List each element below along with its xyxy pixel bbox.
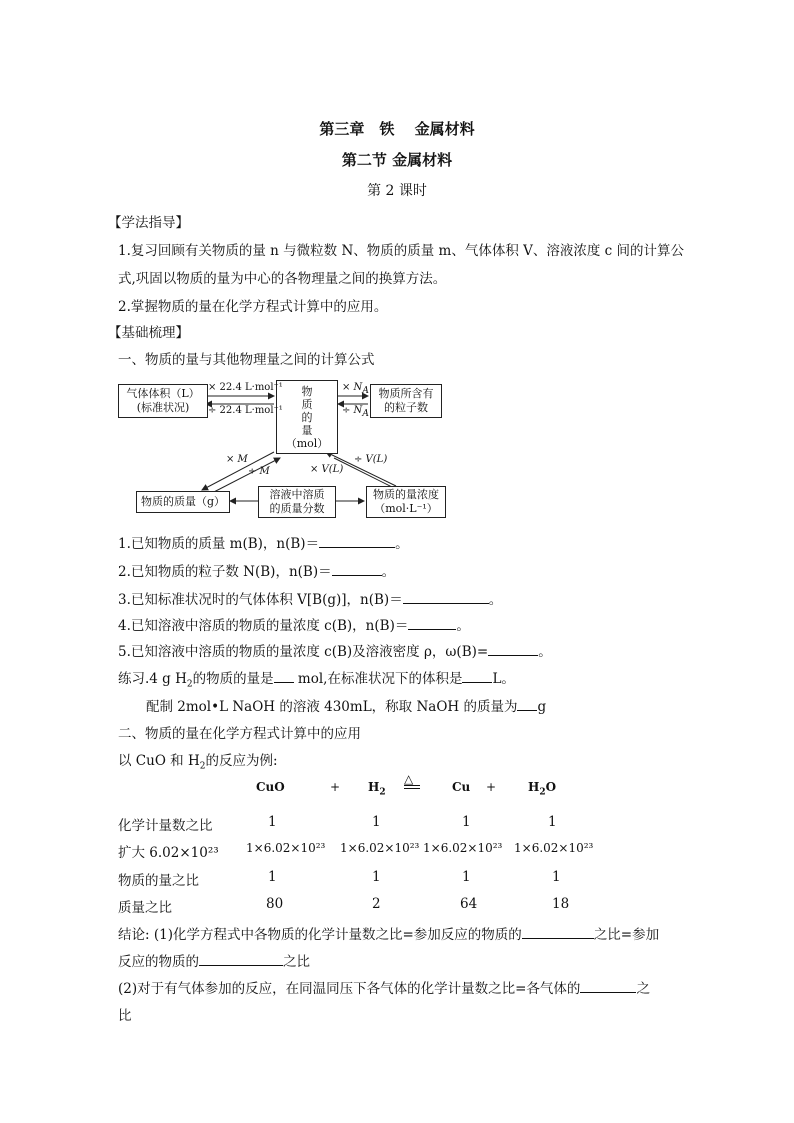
center-label-4: 量 (301, 423, 313, 437)
divide-na-label: ÷ $N_A$ (342, 405, 369, 419)
conclusion-1-line2: 反应的物质的 之比 (118, 954, 310, 970)
conversion-diagram (118, 378, 448, 520)
exercise-blank-mol[interactable] (274, 670, 294, 683)
eq-h2: $H_2$ (368, 780, 386, 798)
eq-cuo: CuO (256, 780, 285, 794)
question-3: 3.已知标准状况时的气体体积 V[B(g)]，n(B)＝ 。 (118, 592, 503, 608)
question-2: 2.已知物质的粒子数 N(B)，n(B)＝ 。 (118, 564, 396, 580)
conclusion-2-line1: (2)对于有气体参加的反应，在同温同压下各气体的化学计量数之比=各气体的 之 (118, 981, 650, 997)
conclusion-1-line1: 结论: (1)化学方程式中各物质的化学计量数之比=参加反应的物质的 之比=参加 (118, 927, 660, 943)
conclusion-2-line2: 比 (118, 1008, 132, 1024)
answer-blank-1[interactable] (319, 535, 395, 548)
eq-delta: △ (404, 772, 420, 789)
ratio-row-0: 化学计量数之比 1 1 1 1 (118, 814, 557, 834)
exercise-2: 配制 2mol•L NaOH 的溶液 430mL，称取 NaOH 的质量为 g (146, 699, 547, 715)
answer-blank-5[interactable] (488, 643, 538, 656)
eq-plus-1: + (330, 780, 341, 794)
mass-box (136, 491, 230, 513)
divide-vm-label: ÷ 22.4 L·mol⁻¹ (208, 405, 283, 416)
particle-count-box (370, 384, 442, 418)
particle-label-2: 的粒子数 (384, 401, 428, 414)
lesson-title: 第 2 课时 (367, 183, 427, 199)
exercise-blank-mass[interactable] (517, 698, 537, 711)
ratio-row-1: 扩大 6.02×10²³ 1×6.02×10²³ 1×6.02×10²³ 1×6.02×10²³ 1×6.02×10²³ (118, 841, 594, 861)
conclusion-blank-2[interactable] (199, 953, 283, 966)
divide-v-label: ÷ V(L) (354, 454, 388, 465)
basics-header: 【基础梳理】 (108, 325, 189, 341)
exercise-1: 练习.4 g $H_2$的物质的量是 mol,在标准状况下的体积是 L。 (118, 671, 515, 690)
answer-blank-4[interactable] (408, 617, 456, 630)
eq-plus-2: + (486, 780, 497, 794)
divide-m-label: ÷ M (248, 466, 270, 477)
gas-volume-sublabel: (标准状况) (136, 401, 190, 414)
guide-header: 【学法指导】 (108, 215, 189, 231)
part2-title: 二、物质的量在化学方程式计算中的应用 (118, 726, 361, 742)
conc-label-2: （mol·L⁻¹） (374, 502, 438, 515)
ratio-row-2: 物质的量之比 1 1 1 1 (118, 869, 561, 889)
part1-title: 一、物质的量与其他物理量之间的计算公式 (118, 352, 375, 368)
question-1: 1.已知物质的质量 m(B)，n(B)＝ 。 (118, 536, 409, 552)
center-label-3: 的 (301, 410, 313, 424)
times-vm-label: × 22.4 L·mol⁻¹ (208, 382, 283, 393)
mass-fraction-box (258, 486, 336, 518)
gas-volume-box (118, 384, 208, 418)
times-v-label: × V(L) (310, 464, 344, 475)
times-na-label: × $N_A$ (342, 382, 369, 396)
molar-concentration-box (366, 486, 446, 518)
eq-cu: Cu (452, 780, 471, 794)
reaction-equation (0, 772, 794, 800)
question-4: 4.已知溶液中溶质的物质的量浓度 c(B)，n(B)＝ 。 (118, 618, 470, 634)
conclusion-blank-3[interactable] (580, 980, 636, 993)
center-label-1: 物 (301, 384, 313, 398)
particle-label-1: 物质所含有 (378, 387, 434, 400)
times-m-label: × M (226, 454, 248, 465)
guide-p2: 2.掌握物质的量在化学方程式计算中的应用。 (118, 299, 388, 315)
part2-intro: 以 CuO 和 $H_2$的反应为例: (118, 753, 278, 772)
gas-volume-label: 气体体积（L） (126, 387, 200, 400)
answer-blank-3[interactable] (403, 591, 489, 604)
section-title: 第二节 金属材料 (341, 151, 453, 169)
answer-blank-2[interactable] (332, 563, 382, 576)
guide-p1-line1: 1.复习回顾有关物质的量 n 与微粒数 N、物质的质量 m、气体体积 V、溶液浓度 c 间的计算公 (118, 243, 685, 259)
fraction-label-2: 的质量分数 (269, 502, 325, 515)
amount-of-substance-box (276, 380, 338, 454)
question-5: 5.已知溶液中溶质的物质的量浓度 c(B)及溶液密度 ρ，ω(B)= 。 (118, 644, 552, 660)
eq-h2o: $H_2O$ (528, 780, 557, 798)
chapter-title: 第三章 铁 金属材料 (319, 120, 475, 138)
exercise-blank-volume[interactable] (462, 670, 492, 683)
center-label-5: （mol） (285, 436, 329, 450)
guide-p1-line2: 式,巩固以物质的量为中心的各物理量之间的换算方法。 (118, 271, 447, 287)
conc-label-1: 物质的量浓度 (373, 488, 439, 501)
mass-label: 物质的质量（g） (140, 495, 226, 508)
center-label-2: 质 (301, 397, 313, 411)
ratio-row-3: 质量之比 80 2 64 18 (118, 896, 570, 916)
fraction-label-1: 溶液中溶质 (269, 488, 325, 501)
conclusion-blank-1[interactable] (522, 926, 594, 939)
